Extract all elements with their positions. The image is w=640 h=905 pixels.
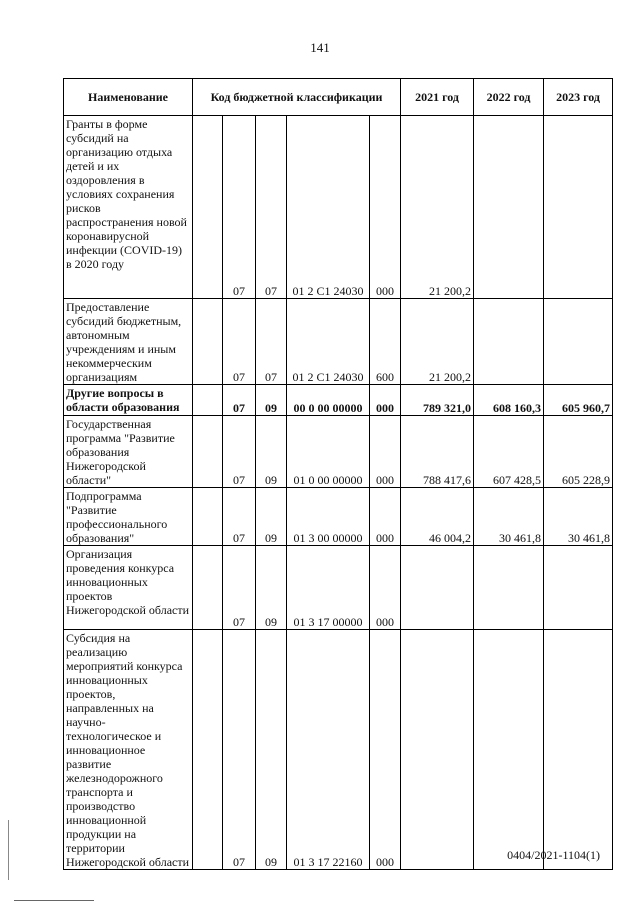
row-2022 [474, 299, 544, 385]
row-csr: 01 0 00 00000 [287, 416, 370, 488]
row-2023 [544, 299, 613, 385]
row-name: Подпрограмма "Развитие профессионального образования" [64, 488, 193, 546]
row-name: Государственная программа "Развитие образования Нижегородской области" [64, 416, 193, 488]
header-code: Код бюджетной классификации [193, 79, 401, 116]
row-csr: 01 3 00 00000 [287, 488, 370, 546]
row-rz: 07 [223, 546, 256, 630]
row-vr: 000 [370, 116, 401, 299]
row-pr: 09 [256, 488, 287, 546]
table-row [64, 488, 613, 546]
row-gap [193, 546, 223, 630]
row-2021 [401, 630, 474, 870]
row-pr: 09 [256, 385, 287, 416]
table-row [64, 116, 613, 299]
row-vr: 000 [370, 416, 401, 488]
row-2021: 46 004,2 [401, 488, 474, 546]
row-pr: 09 [256, 416, 287, 488]
row-csr: 00 0 00 00000 [287, 385, 370, 416]
row-gap [193, 299, 223, 385]
row-vr: 000 [370, 546, 401, 630]
header-2023: 2023 год [544, 79, 613, 116]
row-2022: 607 428,5 [474, 416, 544, 488]
row-name: Предоставление субсидий бюджетным, автономным учреждениям и иным некоммерческим организациям [64, 299, 193, 385]
budget-table [63, 78, 613, 870]
row-rz: 07 [223, 630, 256, 870]
row-rz: 07 [223, 385, 256, 416]
header-2021: 2021 год [401, 79, 474, 116]
row-2023 [544, 630, 613, 870]
table-row [64, 630, 613, 870]
row-2021 [401, 546, 474, 630]
row-vr: 600 [370, 299, 401, 385]
row-pr: 09 [256, 630, 287, 870]
row-2021: 788 417,6 [401, 416, 474, 488]
row-name: Организация проведения конкурса инновационных проектов Нижегородской области [64, 546, 193, 630]
row-name: Другие вопросы в области образования [64, 385, 193, 416]
page-number: 141 [310, 40, 330, 55]
row-pr: 07 [256, 299, 287, 385]
row-gap [193, 630, 223, 870]
table-header-row [64, 79, 613, 116]
row-csr: 01 2 C1 24030 [287, 299, 370, 385]
row-rz: 07 [223, 416, 256, 488]
table-row [64, 546, 613, 630]
row-2021: 789 321,0 [401, 385, 474, 416]
row-2023: 30 461,8 [544, 488, 613, 546]
row-vr: 000 [370, 385, 401, 416]
row-2023: 605 960,7 [544, 385, 613, 416]
row-gap [193, 416, 223, 488]
row-gap [193, 116, 223, 299]
row-pr: 07 [256, 116, 287, 299]
row-rz: 07 [223, 116, 256, 299]
row-2022 [474, 116, 544, 299]
row-2023: 605 228,9 [544, 416, 613, 488]
row-csr: 01 3 17 22160 [287, 630, 370, 870]
row-2023 [544, 116, 613, 299]
row-name: Гранты в форме субсидий на организацию отдыха детей и их оздоровления в условиях сохранения рисков распространения новой коронавирусной инфекции (COVID-19) в 2020 году [64, 116, 193, 299]
table-row [64, 416, 613, 488]
row-name: Субсидия на реализацию мероприятий конкурса инновационных проектов, направленных на научно-технологическое и инновационное развитие железнодорожного транспорта и производство инновационной продукции на территории Нижегородской области [64, 630, 193, 870]
row-gap [193, 488, 223, 546]
margin-rule [8, 820, 9, 880]
row-2021: 21 200,2 [401, 299, 474, 385]
row-pr: 09 [256, 546, 287, 630]
bottom-rule [14, 900, 94, 901]
row-vr: 000 [370, 488, 401, 546]
table-row [64, 299, 613, 385]
row-gap [193, 385, 223, 416]
document-code: 0404/2021-1104(1) [507, 848, 600, 862]
row-2021: 21 200,2 [401, 116, 474, 299]
table-row [64, 385, 613, 416]
row-rz: 07 [223, 299, 256, 385]
row-2022 [474, 546, 544, 630]
header-2022: 2022 год [474, 79, 544, 116]
header-name: Наименование [64, 79, 193, 116]
row-2022: 30 461,8 [474, 488, 544, 546]
row-2022 [474, 630, 544, 870]
row-csr: 01 3 17 00000 [287, 546, 370, 630]
row-rz: 07 [223, 488, 256, 546]
row-csr: 01 2 C1 24030 [287, 116, 370, 299]
row-2022: 608 160,3 [474, 385, 544, 416]
row-vr: 000 [370, 630, 401, 870]
row-2023 [544, 546, 613, 630]
